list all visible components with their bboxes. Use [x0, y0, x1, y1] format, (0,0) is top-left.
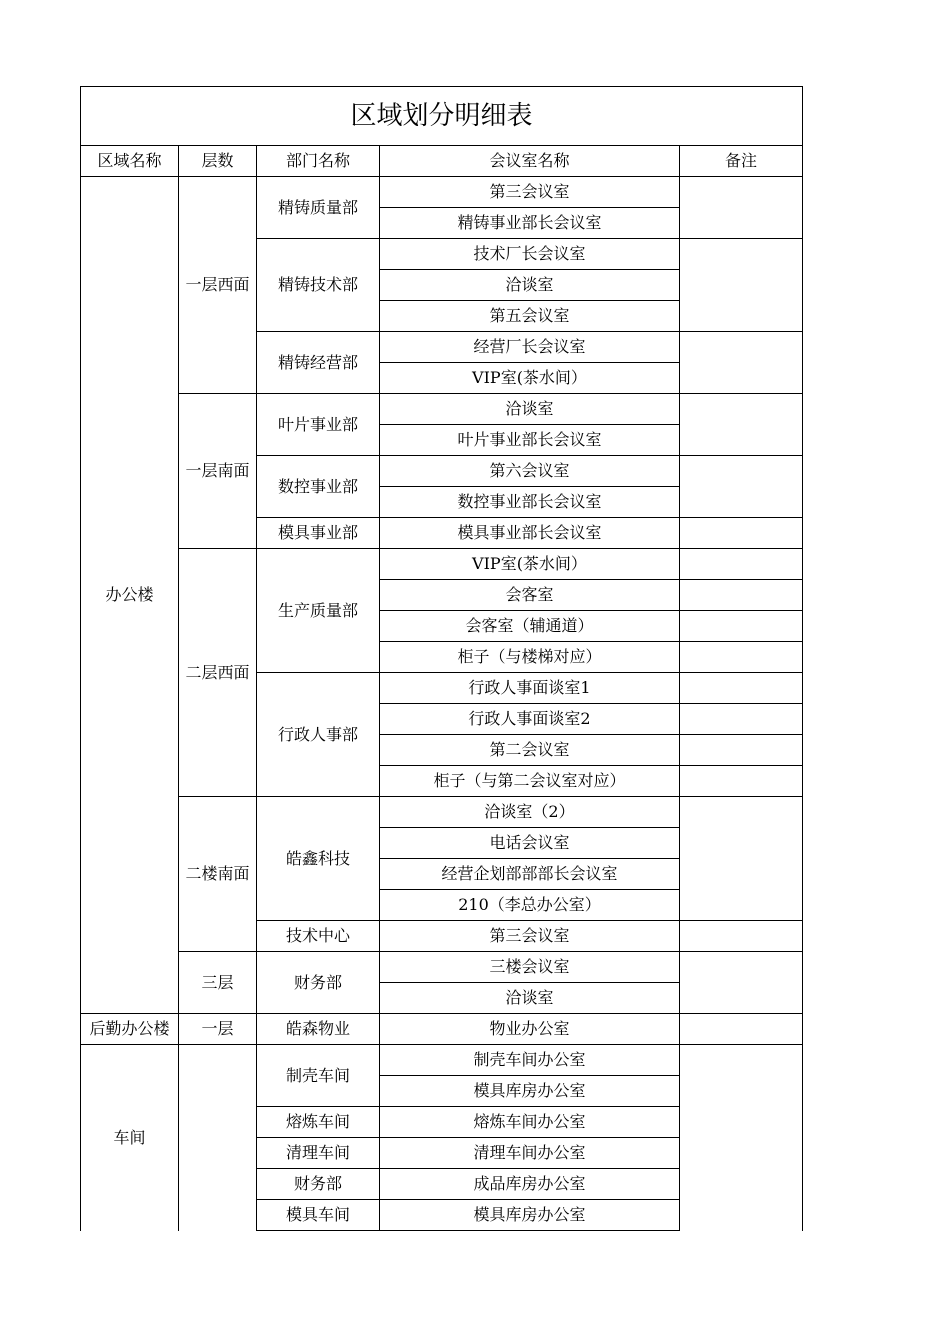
room-cell: 第三会议室 [380, 177, 680, 208]
remark-cell [680, 456, 803, 518]
remark-cell [680, 704, 803, 735]
remark-cell [680, 239, 803, 332]
room-cell: 会客室 [380, 580, 680, 611]
title-row [81, 87, 803, 146]
remark-cell [680, 735, 803, 766]
remark-cell [680, 332, 803, 394]
room-cell: 柜子（与第二会议室对应） [380, 766, 680, 797]
department-cell: 皓鑫科技 [257, 797, 380, 921]
detail-sheet [80, 86, 802, 1231]
room-cell: 洽谈室（2） [380, 797, 680, 828]
room-cell: 经营厂长会议室 [380, 332, 680, 363]
remark-cell [680, 580, 803, 611]
room-cell: 第五会议室 [380, 301, 680, 332]
department-cell: 制壳车间 [257, 1045, 380, 1107]
room-cell: 物业办公室 [380, 1014, 680, 1045]
department-cell: 精铸质量部 [257, 177, 380, 239]
area-cell: 办公楼 [81, 177, 179, 1014]
room-cell: VIP室(茶水间） [380, 549, 680, 580]
remark-cell [680, 921, 803, 952]
room-cell: 技术厂长会议室 [380, 239, 680, 270]
remark-cell [680, 1045, 803, 1231]
table-row [81, 177, 803, 208]
room-cell: VIP室(茶水间） [380, 363, 680, 394]
department-cell: 精铸技术部 [257, 239, 380, 332]
department-cell: 数控事业部 [257, 456, 380, 518]
remark-cell [680, 1014, 803, 1045]
department-cell: 清理车间 [257, 1138, 380, 1169]
room-cell: 精铸事业部长会议室 [380, 208, 680, 239]
room-cell: 210（李总办公室） [380, 890, 680, 921]
remark-cell [680, 952, 803, 1014]
table-row [81, 549, 803, 580]
floor-cell [179, 1045, 257, 1231]
remark-cell [680, 611, 803, 642]
remark-cell [680, 766, 803, 797]
area-cell: 车间 [81, 1045, 179, 1231]
department-cell: 皓森物业 [257, 1014, 380, 1045]
table-row [81, 394, 803, 425]
room-cell: 经营企划部部部长会议室 [380, 859, 680, 890]
floor-cell: 三层 [179, 952, 257, 1014]
header-remark: 备注 [680, 146, 803, 177]
room-cell: 叶片事业部长会议室 [380, 425, 680, 456]
room-cell: 洽谈室 [380, 394, 680, 425]
header-row [81, 146, 803, 177]
page-title: 区域划分明细表 [81, 87, 803, 146]
remark-cell [680, 549, 803, 580]
room-cell: 第三会议室 [380, 921, 680, 952]
department-cell: 财务部 [257, 952, 380, 1014]
room-cell: 洽谈室 [380, 270, 680, 301]
room-cell: 制壳车间办公室 [380, 1045, 680, 1076]
department-cell: 行政人事部 [257, 673, 380, 797]
room-cell: 第六会议室 [380, 456, 680, 487]
department-cell: 模具事业部 [257, 518, 380, 549]
remark-cell [680, 177, 803, 239]
room-cell: 三楼会议室 [380, 952, 680, 983]
room-cell: 熔炼车间办公室 [380, 1107, 680, 1138]
remark-cell [680, 518, 803, 549]
table-row [81, 952, 803, 983]
department-cell: 生产质量部 [257, 549, 380, 673]
zone-table [80, 86, 803, 1231]
room-cell: 清理车间办公室 [380, 1138, 680, 1169]
header-floor: 层数 [179, 146, 257, 177]
department-cell: 财务部 [257, 1169, 380, 1200]
department-cell: 熔炼车间 [257, 1107, 380, 1138]
room-cell: 数控事业部长会议室 [380, 487, 680, 518]
room-cell: 成品库房办公室 [380, 1169, 680, 1200]
room-cell: 行政人事面谈室2 [380, 704, 680, 735]
header-department: 部门名称 [257, 146, 380, 177]
table-row [81, 1045, 803, 1076]
area-cell: 后勤办公楼 [81, 1014, 179, 1045]
table-row [81, 797, 803, 828]
room-cell: 电话会议室 [380, 828, 680, 859]
room-cell: 柜子（与楼梯对应） [380, 642, 680, 673]
floor-cell: 二层西面 [179, 549, 257, 797]
department-cell: 精铸经营部 [257, 332, 380, 394]
room-cell: 模具库房办公室 [380, 1200, 680, 1231]
room-cell: 会客室（辅通道） [380, 611, 680, 642]
remark-cell [680, 673, 803, 704]
floor-cell: 一层 [179, 1014, 257, 1045]
header-area: 区域名称 [81, 146, 179, 177]
table-row [81, 1014, 803, 1045]
floor-cell: 一层南面 [179, 394, 257, 549]
room-cell: 洽谈室 [380, 983, 680, 1014]
remark-cell [680, 797, 803, 921]
floor-cell: 二楼南面 [179, 797, 257, 952]
room-cell: 行政人事面谈室1 [380, 673, 680, 704]
room-cell: 模具库房办公室 [380, 1076, 680, 1107]
department-cell: 叶片事业部 [257, 394, 380, 456]
floor-cell: 一层西面 [179, 177, 257, 394]
room-cell: 第二会议室 [380, 735, 680, 766]
department-cell: 技术中心 [257, 921, 380, 952]
room-cell: 模具事业部长会议室 [380, 518, 680, 549]
header-room: 会议室名称 [380, 146, 680, 177]
department-cell: 模具车间 [257, 1200, 380, 1231]
remark-cell [680, 394, 803, 456]
remark-cell [680, 642, 803, 673]
